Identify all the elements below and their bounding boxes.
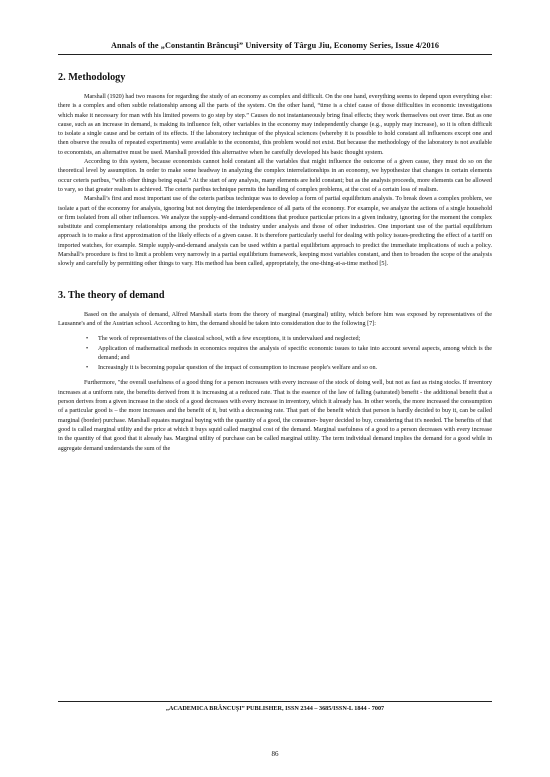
methodology-paragraph-1: Marshall (1920) had two reasons for regarding the study of an economy as complex and difficult. On the one hand, everything seems to depend upon everything else: there is a complex and often subtle relationship among all the parts of the system. On the other hand, “time is a chief cause of those difficulties in economic investigations which make it necessary for man with his limited powers to go step by step.” Causes do not instantaneously bring final effects; they work themselves out over time. But as one cause, such as an increase in demand, is making its influence felt, other variables in the economy may independently change (e.g., supply may increase), so it is often difficult to isolate a single cause and be certain of its effects. If the laboratory technique of the physical sciences (whereby it is possible to hold constant all influences except one and then observe the results of repeated experiments) were available to the economist, this problem would not exist. But because the methodology of the laboratory is not available to economists, an alternative must be used. Marshall provided this alternative when he carefully developed his basic thought system. bbox=[58, 94, 492, 156]
methodology-paragraph-2: According to this system, because economists cannot hold constant all the variables that might influence the outcome of a given cause, they must do so on the theoretical level by assumption. In order to make some headway in analyzing the complex interrelationships in an economy, we hypothesize that changes in certain elements occur ceteris paribus, “with other things being equal.” At the start of any analysis, many elements are held constant; but as the analysis proceeds, more elements can be allowed to vary, so that greater realism is achieved. The ceteris paribus technique permits the handling of complex problems, at the cost of a certain loss of realism. bbox=[58, 159, 492, 193]
page-number: 86 bbox=[271, 750, 279, 758]
running-header: Annals of the „Constantin Brâncuşi” University of Târgu Jiu, Economy Series, Issue 4/2016 bbox=[110, 41, 440, 50]
article-body bbox=[58, 64, 492, 454]
methodology-paragraph-3: Marshall’s first and most important use of the ceteris paribus technique was to develop a form of partial equilibrium analysis. To break down a complex problem, we isolate a part of the economy for analysis, ignoring but not denying the interdependence of all parts of the economy. For example, we analyze the actions of a single household or firm isolated from all other influences. We analyze the supply-and-demand conditions that produce particular prices in a given industry, ignoring for the moment the complex substitute and complementary relationships among the products of the industry under analysis and those of other industries. One important use of the partial equilibrium approach is to make a first approximation of the likely effects of a given cause. It is therefore particularly useful for dealing with policy issues-predicting the effect of a tariff on imported watches, for example. Simple supply-and-demand analysis can be used within a partial equilibrium approach to predict the immediate implications of such a policy. Marshall’s procedure is first to limit a problem very narrowly in a partial equilibrium framework, keeping most variables constant, and then to broaden the scope of the analysis slowly and carefully by permitting other things to vary. His method has been called, appropriately, the one-thing-at-a-time method [5]. bbox=[58, 196, 492, 268]
list-item: • Increasingly it is becoming popular question of the impact of consumption to increase people's welfare and so on. bbox=[98, 364, 492, 373]
demand-intro-paragraph: Based on the analysis of demand, Alfred Marshall starts from the theory of marginal (marginal) utility, which before him was exposed by representatives of the Lausanne's and of the Austrian school. According to him, the demand should be taken into consideration due to the following [7]: bbox=[58, 311, 492, 327]
list-item: • Application of mathematical methods in economics requires the analysis of specific economic issues to take into account several aspects, among which is the demand; and bbox=[98, 345, 492, 364]
demand-closing-paragraph: Furthermore, "the overall usefulness of a good thing for a person increases with every increase of the stock of doing well, but not as fast as rising stocks. If inventory increases at a uniform rate, the benefits derived from it is increasing at a reduced rate. That is the essence of the law of falling (saturated) benefit - the additional benefit that a person derives from a given increase in the stock of a good decreases with every increase in inventory, which it already has. In other words, the more increased the consumption of a particular good is – the more increases and the benefit of it, but with a decreasing rate. That part of the benefit which that person is hardly decided to buy it, can be called marginal (border) purchase. Marshall equates marginal buying with the quantity of a good, the consumer- buyer decided to buy, considering that it's needed. The benefits of that good is called marginal utility and the price at which it buys squid called marginal cost of the demand. Marginal usefulness of a good to a person decreases with every increase in the quantity of that good that it already has. Marginal utility of purchase can be called marginal utility. The term individual demand implies the demand for a good while in aggregate demand understands the sum of the bbox=[58, 380, 492, 452]
publisher-footer: „ACADEMICA BRÂNCUŞI” PUBLISHER, ISSN 2344 – 3685/ISSN-L 1844 - 7007 bbox=[165, 705, 385, 712]
footer-rule bbox=[58, 701, 492, 702]
demand-reasons-list bbox=[58, 335, 492, 373]
header-rule bbox=[58, 54, 492, 55]
section-heading-methodology: 2. Methodology bbox=[58, 72, 126, 83]
section-heading-theory-of-demand: 3. The theory of demand bbox=[58, 289, 165, 301]
list-item: • The work of representatives of the classical school, with a few exceptions, it is undervalued and neglected; bbox=[98, 335, 492, 344]
